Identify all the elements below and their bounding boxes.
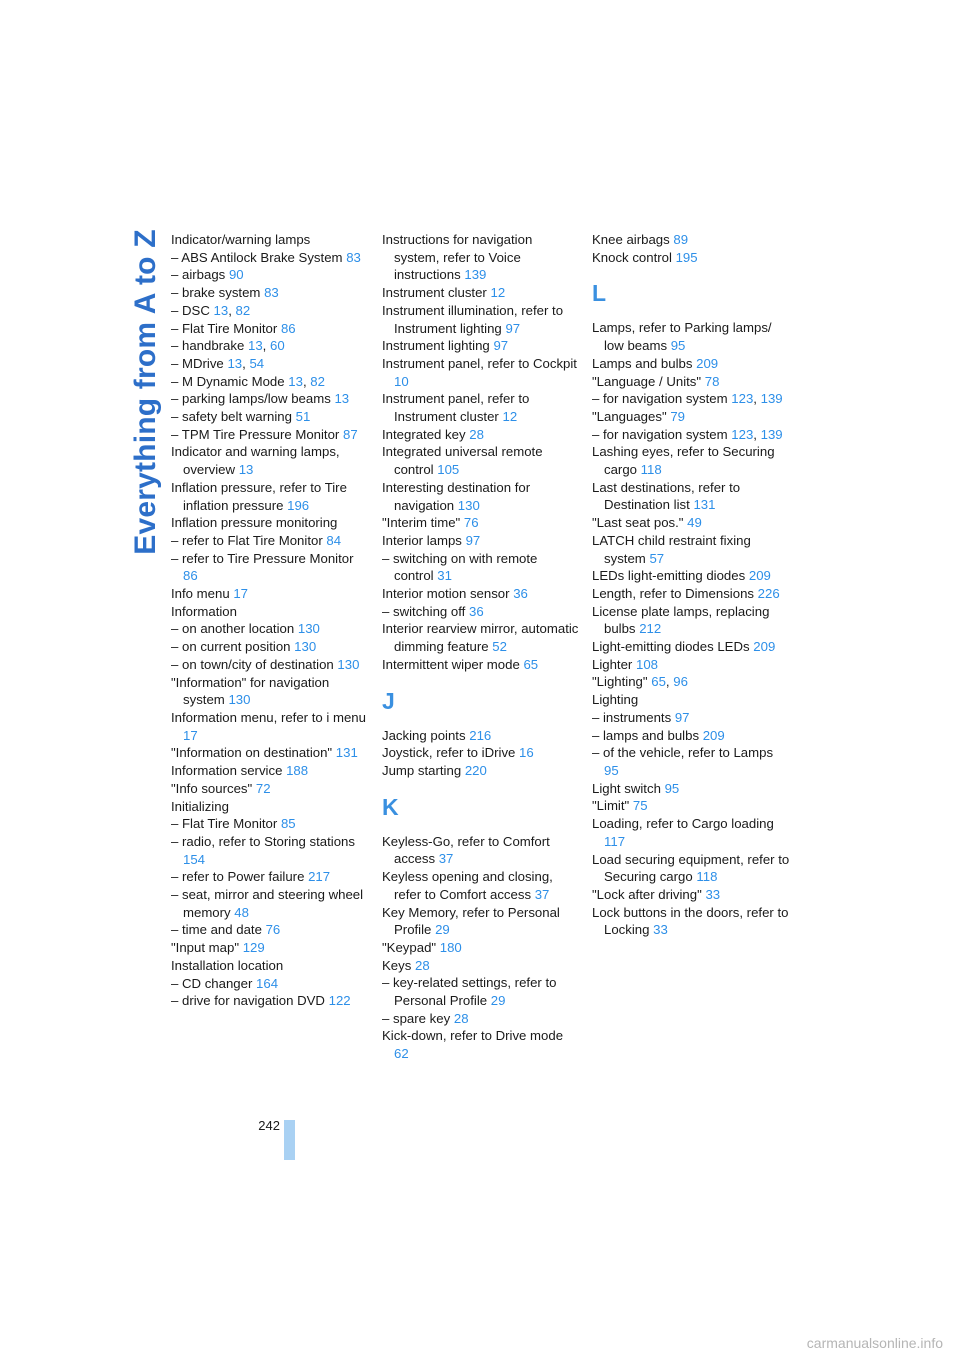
index-entry [171, 709, 369, 744]
page-link[interactable]: 180 [439, 939, 462, 955]
index-entry [171, 620, 369, 638]
page-number: 242 [258, 1118, 280, 1133]
index-entry-text: Instructions for navigation system, refer to Voice instructions [382, 232, 533, 283]
index-entry [171, 975, 369, 993]
index-entry-text: – airbags [171, 267, 226, 283]
page-link[interactable]: 97 [493, 338, 509, 354]
index-entry-text: – instruments [592, 709, 672, 725]
page-link[interactable]: 220 [464, 762, 487, 778]
index-entry [382, 868, 580, 903]
index-entry [592, 815, 790, 850]
index-entry [171, 373, 369, 391]
page-link[interactable]: 13 [227, 355, 243, 371]
letter-heading: K [382, 793, 399, 820]
page-link[interactable]: 54 [249, 355, 265, 371]
index-entry-text: Jacking points [382, 727, 466, 743]
page-link[interactable]: 84 [326, 532, 342, 548]
page-link[interactable]: 139 [760, 391, 783, 407]
letter-heading: L [592, 280, 607, 307]
index-entry [171, 833, 369, 868]
page-link[interactable]: 28 [415, 957, 430, 973]
index-entry-text: "Information" for navigation system [171, 674, 330, 708]
index-entry [592, 603, 790, 638]
index-entry [382, 656, 580, 674]
index-entry-text: – ABS Antilock Brake System [171, 249, 343, 265]
page-link[interactable]: 122 [328, 993, 351, 1009]
index-entry [171, 231, 369, 249]
page-link[interactable]: 216 [469, 727, 492, 743]
index-entry-text: Lashing eyes, refer to Securing cargo [592, 444, 775, 478]
index-entry [171, 550, 369, 585]
index-entry-text: Installation location [171, 957, 284, 973]
index-entry [592, 638, 790, 656]
page-link[interactable]: 13 [248, 338, 263, 354]
page-link[interactable]: 131 [693, 497, 716, 513]
page-link[interactable]: 10 [394, 373, 409, 389]
page-link[interactable]: 57 [649, 550, 665, 566]
page-link[interactable]: 28 [453, 1010, 469, 1026]
page-separator: , [228, 302, 236, 318]
index-entry [171, 320, 369, 338]
index-entry-text: Last destinations, refer to Destination list [592, 479, 741, 513]
page-link[interactable]: 226 [757, 585, 780, 601]
index-entry [171, 426, 369, 444]
index-column-1 [171, 231, 369, 1010]
index-entry [171, 957, 369, 975]
index-entry-text: – for navigation system [592, 426, 728, 442]
index-entry [592, 851, 790, 886]
index-entry-text: – refer to Power failure [171, 869, 305, 885]
page-link[interactable]: 65 [523, 656, 539, 672]
index-entry-text: "Information on destination" [171, 745, 333, 761]
index-entry [592, 780, 790, 798]
index-entry [382, 727, 580, 745]
index-entry [382, 390, 580, 425]
index-entry [592, 797, 790, 815]
index-entry-text: Intermittent wiper mode [382, 656, 520, 672]
index-entry-text: Information [171, 603, 237, 619]
index-entry-text: – switching on with remote control [382, 550, 538, 584]
index-entry-text: – refer to Tire Pressure Monitor [171, 550, 354, 566]
index-entry-text: Instrument cluster [382, 285, 487, 301]
page-link[interactable]: 118 [640, 462, 662, 478]
index-entry [171, 656, 369, 674]
page-link[interactable]: 130 [294, 639, 317, 655]
index-entry [382, 479, 580, 514]
index-entry-text: – Flat Tire Monitor [171, 816, 278, 832]
index-entry-text: Light switch [592, 780, 661, 796]
index-entry-text: Interior rearview mirror, automatic dimming feature [382, 621, 579, 655]
index-entry-text: – seat, mirror and steering wheel memory [171, 887, 364, 920]
index-entry [171, 744, 369, 762]
index-entry-text: – handbrake [171, 338, 245, 354]
index-entry-text: – of the vehicle, refer to Lamps [592, 745, 774, 761]
index-entry-text: Keyless opening and closing, refer to Comfort access [382, 869, 553, 902]
page-link[interactable]: 123 [731, 426, 754, 442]
page-link[interactable]: 65 [651, 674, 666, 690]
page-link[interactable]: 12 [502, 409, 518, 425]
index-entry-text: Indicator/warning lamps [171, 232, 311, 247]
page-link[interactable]: 123 [731, 391, 754, 407]
page-link[interactable]: 85 [280, 816, 296, 832]
index-entry-text: – drive for navigation DVD [171, 993, 325, 1009]
page-link[interactable]: 130 [297, 621, 320, 637]
index-entry [592, 904, 790, 939]
index-entry-text: – Flat Tire Monitor [171, 320, 278, 336]
index-entry [171, 390, 369, 408]
page-link[interactable]: 95 [670, 338, 686, 354]
index-entry [592, 691, 790, 709]
index-entry [592, 249, 790, 267]
page-link[interactable]: 36 [469, 603, 484, 619]
index-entry-text: – key-related settings, refer to Personal Profile [382, 975, 557, 1009]
index-entry-text: Instrument panel, refer to Instrument cluster [382, 391, 530, 425]
index-entry [171, 532, 369, 550]
index-entry [171, 868, 369, 886]
index-entry-text: – brake system [171, 285, 261, 301]
page-link[interactable]: 33 [653, 922, 668, 938]
page-link[interactable]: 195 [675, 249, 698, 265]
index-entry [382, 1027, 580, 1062]
page-link[interactable]: 129 [242, 940, 265, 956]
index-entry-text: Interior lamps [382, 532, 462, 548]
index-entry [382, 939, 580, 957]
index-entry-text: "Limit" [592, 798, 630, 814]
page-link[interactable]: 75 [632, 798, 648, 814]
index-entry [382, 1010, 580, 1028]
index-entry [171, 886, 369, 921]
index-column-3 [592, 231, 790, 939]
page-link[interactable]: 108 [636, 656, 659, 672]
index-entry-text: Key Memory, refer to Personal Profile [382, 904, 560, 938]
index-entry [592, 514, 790, 532]
page-link[interactable]: 76 [265, 922, 281, 938]
page-link[interactable]: 79 [670, 408, 685, 424]
index-entry-text: "Keypad" [382, 939, 437, 955]
index-entry [382, 231, 580, 284]
index-entry-text: "Interim time" [382, 515, 461, 531]
index-entry-text: – time and date [171, 922, 262, 938]
page-number-bar [284, 1120, 295, 1160]
index-entry-text: Information service [171, 763, 283, 779]
page-link[interactable]: 105 [437, 462, 460, 478]
index-entry-text: Indicator and warning lamps, overview [171, 444, 340, 478]
page-link[interactable]: 13 [334, 391, 350, 407]
page-link[interactable]: 12 [490, 285, 506, 301]
index-entry [592, 532, 790, 567]
page-link[interactable]: 76 [463, 515, 479, 531]
index-entry [171, 798, 369, 816]
page-link[interactable]: 96 [673, 674, 688, 690]
index-entry [382, 514, 580, 532]
page-link[interactable]: 37 [438, 851, 454, 867]
index-entry [171, 284, 369, 302]
index-entry [592, 585, 790, 603]
page-link[interactable]: 97 [505, 320, 521, 336]
index-entry [592, 567, 790, 585]
index-entry [382, 833, 580, 868]
page-link[interactable]: 28 [469, 426, 484, 442]
index-entry-text: LEDs light-emitting diodes [592, 568, 746, 584]
page-link[interactable]: 86 [280, 320, 296, 336]
page-link[interactable]: 49 [687, 515, 702, 531]
index-entry [382, 974, 580, 1009]
index-entry-text: – lamps and bulbs [592, 727, 700, 743]
page-link[interactable]: 82 [235, 302, 251, 318]
index-entry-text: – switching off [382, 603, 466, 619]
page-link[interactable]: 89 [673, 232, 689, 247]
index-entry-text: Info menu [171, 586, 230, 602]
page-separator: , [242, 355, 250, 371]
index-entry [171, 514, 369, 532]
index-entry [171, 355, 369, 373]
index-entry-text: Lamps, refer to Parking lamps/ low beams [592, 320, 772, 354]
index-column-2 [382, 231, 580, 1063]
index-entry [592, 744, 790, 779]
index-entry [592, 231, 790, 249]
index-entry-text: Instrument illumination, refer to Instrument lighting [382, 302, 564, 336]
page-link[interactable]: 97 [674, 709, 690, 725]
side-section-title [128, 229, 164, 555]
page-link[interactable]: 48 [234, 904, 249, 920]
index-entry [382, 762, 580, 780]
side-section-title-text: Everything from A to Z [129, 229, 162, 555]
index-entry-text: Joystick, refer to iDrive [382, 745, 516, 761]
index-entry [171, 603, 369, 621]
index-entry [382, 620, 580, 655]
page-link[interactable]: 33 [705, 886, 721, 902]
index-entry [171, 302, 369, 320]
page-link[interactable]: 196 [287, 497, 310, 513]
index-entry [382, 957, 580, 975]
index-entry-text: – on town/city of destination [171, 656, 334, 672]
index-entry-text: Keyless-Go, refer to Comfort access [382, 833, 550, 867]
index-entry-text: Light-emitting diodes LEDs [592, 639, 750, 655]
index-entry [592, 479, 790, 514]
index-entry-text: Lock buttons in the doors, refer to Locking [592, 904, 789, 938]
index-entry [171, 585, 369, 603]
page-separator: , [665, 674, 674, 690]
index-entry-text: – refer to Flat Tire Monitor [171, 532, 323, 548]
page-link[interactable]: 86 [183, 568, 198, 584]
index-entry [171, 249, 369, 267]
index-entry [382, 550, 580, 585]
page-link[interactable]: 29 [435, 922, 450, 938]
page-link[interactable]: 130 [228, 692, 251, 708]
index-entry [382, 603, 580, 621]
page-link[interactable]: 95 [664, 780, 680, 796]
page-link[interactable]: 209 [748, 568, 771, 584]
index-entry-text: Length, refer to Dimensions [592, 585, 754, 601]
index-entry-text: Instrument panel, refer to Cockpit [382, 355, 577, 371]
index-entry [382, 585, 580, 603]
index-entry [171, 992, 369, 1010]
index-entry-text: "Info sources" [171, 780, 253, 796]
index-entry-text: – TPM Tire Pressure Monitor [171, 426, 340, 442]
page-link[interactable]: 209 [753, 639, 776, 655]
index-entry [171, 479, 369, 514]
index-entry [171, 443, 369, 478]
index-entry-text: – on another location [171, 621, 295, 637]
page-link[interactable]: 139 [464, 267, 487, 283]
index-entry-text: Information menu, refer to i menu [171, 709, 366, 725]
page-link[interactable]: 154 [183, 851, 206, 867]
page-link[interactable]: 17 [233, 586, 248, 602]
page-separator: , [262, 338, 270, 354]
index-entry-text: Load securing equipment, refer to Securing cargo [592, 851, 790, 885]
index-entry-text: "Last seat pos." [592, 515, 684, 531]
index-entry-text: Lighting [592, 692, 639, 708]
page-link[interactable]: 139 [760, 426, 783, 442]
index-entry [382, 284, 580, 302]
index-entry-text: Inflation pressure monitoring [171, 515, 338, 531]
page-link[interactable]: 60 [270, 338, 285, 354]
index-entry-text: "Lighting" [592, 674, 648, 690]
index-entry-text: "Languages" [592, 408, 667, 424]
index-entry-text: Instrument lighting [382, 338, 490, 354]
index-entry [592, 709, 790, 727]
page-link[interactable]: 118 [696, 869, 718, 885]
index-entry [382, 426, 580, 444]
page-link[interactable]: 130 [337, 656, 360, 672]
index-entry [592, 390, 790, 408]
index-entry [382, 744, 580, 762]
page-link[interactable]: 51 [295, 409, 311, 425]
page-link[interactable]: 82 [310, 373, 325, 389]
page-link[interactable]: 97 [465, 532, 481, 548]
page-link[interactable]: 95 [604, 762, 619, 778]
index-entry-text: Interesting destination for navigation [382, 479, 531, 513]
index-entry [382, 532, 580, 550]
index-entry [171, 408, 369, 426]
index-entry [171, 939, 369, 957]
index-entry [592, 673, 790, 691]
index-entry [592, 656, 790, 674]
index-entry-text: – radio, refer to Storing stations [171, 833, 355, 849]
index-entry-text: – for navigation system [592, 391, 728, 407]
page-link[interactable]: 17 [183, 727, 198, 743]
page-separator: , [302, 373, 311, 389]
page-link[interactable]: 13 [213, 302, 229, 318]
index-entry-text: Initializing [171, 798, 229, 814]
page-link[interactable]: 13 [238, 462, 254, 478]
index-entry-text: – CD changer [171, 975, 253, 991]
index-entry-text: Keys [382, 957, 412, 973]
page-link[interactable]: 13 [288, 373, 303, 389]
index-entry [171, 815, 369, 833]
page-link[interactable]: 131 [335, 745, 358, 761]
index-entry [171, 780, 369, 798]
page-link[interactable]: 29 [490, 993, 506, 1009]
index-entry [382, 443, 580, 478]
page-link[interactable]: 62 [394, 1046, 409, 1062]
page-link[interactable]: 209 [702, 727, 725, 743]
index-entry-text: Lamps and bulbs [592, 355, 693, 371]
page-link[interactable]: 16 [519, 745, 534, 761]
index-entry [592, 443, 790, 478]
watermark: carmanualsonline.info [806, 1335, 943, 1351]
index-entry-text: – M Dynamic Mode [171, 373, 285, 389]
index-entry [592, 408, 790, 426]
index-entry-text: "Language / Units" [592, 373, 702, 389]
index-entry-text: – MDrive [171, 355, 224, 371]
page-link[interactable]: 90 [228, 267, 244, 283]
index-entry [592, 373, 790, 391]
page-link[interactable]: 87 [343, 426, 358, 442]
page-link[interactable]: 78 [704, 373, 720, 389]
page-link[interactable]: 130 [457, 497, 480, 513]
index-entry-text: Integrated universal remote control [382, 444, 543, 478]
page-link[interactable]: 31 [437, 568, 452, 584]
index-entry-text: License plate lamps, replacing bulbs [592, 603, 770, 637]
index-entry [171, 921, 369, 939]
index-entry [592, 727, 790, 745]
page-link[interactable]: 72 [255, 780, 271, 796]
page-separator: , [753, 426, 761, 442]
page-separator: , [753, 391, 761, 407]
index-entry [382, 337, 580, 355]
index-entry [382, 904, 580, 939]
index-entry [171, 674, 369, 709]
index-entry-text: Kick-down, refer to Drive mode [382, 1028, 564, 1044]
page-link[interactable]: 37 [534, 886, 550, 902]
index-entry-text: – parking lamps/low beams [171, 391, 331, 407]
page-link[interactable]: 36 [513, 586, 528, 602]
page-link[interactable]: 83 [346, 249, 361, 265]
page-link[interactable]: 188 [286, 763, 309, 779]
index-entry [171, 762, 369, 780]
index-entry-text: Loading, refer to Cargo loading [592, 816, 774, 832]
index-entry [171, 266, 369, 284]
page-link[interactable]: 83 [264, 285, 279, 301]
index-entry [592, 886, 790, 904]
index-entry-text: Knock control [592, 249, 672, 265]
index-entry [171, 638, 369, 656]
index-entry-text: Inflation pressure, refer to Tire inflation pressure [171, 479, 347, 513]
index-entry [171, 337, 369, 355]
index-entry-text: – safety belt warning [171, 409, 292, 425]
index-entry-text: – DSC [171, 302, 210, 318]
index-entry-text: – spare key [382, 1010, 451, 1026]
index-entry-text: Lighter [592, 656, 633, 672]
page-link[interactable]: 212 [639, 621, 662, 637]
page-link[interactable]: 117 [604, 833, 626, 849]
index-entry [592, 319, 790, 354]
index-entry-text: – on current position [171, 639, 291, 655]
index-entry [382, 355, 580, 390]
page-link[interactable]: 52 [492, 639, 507, 655]
index-entry-text: "Lock after driving" [592, 886, 702, 902]
index-entry-text: LATCH child restraint fixing system [592, 532, 751, 566]
page-link[interactable]: 209 [696, 355, 719, 371]
index-entry-text: Integrated key [382, 426, 466, 442]
letter-heading: J [382, 687, 395, 714]
page-link[interactable]: 217 [308, 869, 331, 885]
index-entry [592, 426, 790, 444]
index-entry-text: "Input map" [171, 940, 240, 956]
index-entry [592, 355, 790, 373]
index-entry-text: Jump starting [382, 762, 462, 778]
index-entry [382, 302, 580, 337]
page-link[interactable]: 164 [256, 975, 279, 991]
index-entry-text: Knee airbags [592, 232, 670, 247]
index-entry-text: Interior motion sensor [382, 586, 510, 602]
